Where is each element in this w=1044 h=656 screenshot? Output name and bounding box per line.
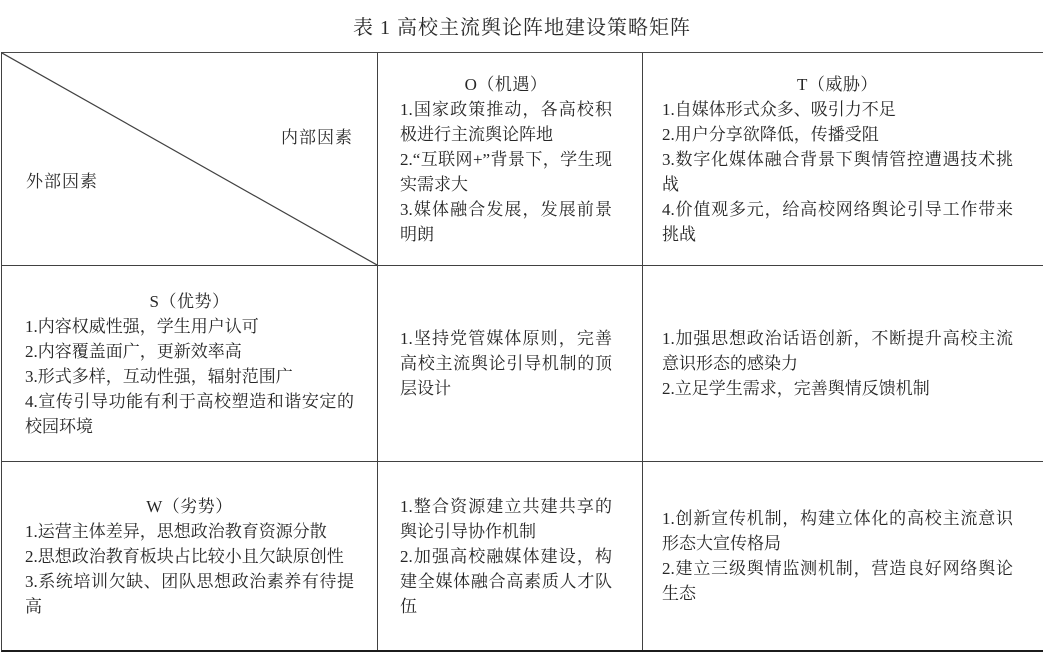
list-item: 1.创新宣传机制，构建立体化的高校主流意识形态大宣传格局: [662, 509, 1013, 553]
list-item: 1.自媒体形式众多、吸引力不足: [662, 99, 896, 119]
internal-factors-label: 内部因素: [281, 128, 353, 147]
strengths-list: [25, 314, 354, 439]
opportunities-cell: [378, 53, 643, 266]
list-item: 1.坚持党管媒体原则，完善高校主流舆论引导机制的顶层设计: [400, 329, 612, 398]
strengths-cell: [2, 266, 378, 462]
wo-strategy-list: [400, 494, 612, 619]
weaknesses-header: W（劣势）: [146, 496, 233, 516]
list-item: 1.整合资源建立共建共享的舆论引导协作机制: [400, 496, 612, 541]
list-item: 1.加强思想政治话语创新，不断提升高校主流意识形态的感染力: [662, 329, 1013, 373]
weaknesses-list: [25, 519, 354, 619]
table-title: 表 1 高校主流舆论阵地建设策略矩阵: [353, 17, 691, 39]
list-item: 1.国家政策推动，各高校积极进行主流舆论阵地: [400, 99, 612, 144]
list-item: 2.内容覆盖面广，更新效率高: [25, 341, 242, 361]
st-strategy-cell: [643, 266, 1043, 462]
so-strategy-cell: [378, 266, 643, 462]
threats-header: T（威胁）: [797, 74, 878, 94]
list-item: 3.形式多样，互动性强，辐射范围广: [25, 366, 293, 386]
so-strategy-list: [400, 326, 612, 401]
list-item: 2.“互联网+”背景下，学生现实需求大: [400, 149, 612, 194]
list-item: 4.宣传引导功能有利于高校塑造和谐安定的校园环境: [25, 391, 354, 436]
weaknesses-cell: [2, 462, 378, 650]
opportunities-list: [400, 97, 612, 247]
strengths-header: S（优势）: [149, 291, 230, 311]
list-item: 2.用户分享欲降低，传播受阻: [662, 124, 879, 144]
list-item: 2.思想政治教育板块占比较小且欠缺原创性: [25, 546, 344, 566]
list-item: 3.系统培训欠缺、团队思想政治素养有待提高: [25, 571, 354, 616]
wo-strategy-cell: [378, 462, 643, 650]
list-item: 1.运营主体差异，思想政治教育资源分散: [25, 521, 327, 541]
wt-strategy-cell: [643, 462, 1043, 650]
threats-cell: [643, 53, 1043, 266]
list-item: 2.加强高校融媒体建设，构建全媒体融合高素质人才队伍: [400, 546, 612, 616]
opportunities-header: O（机遇）: [464, 74, 548, 94]
list-item: 4.价值观多元，给高校网络舆论引导工作带来挑战: [662, 199, 1013, 244]
diagonal-line: [2, 53, 377, 265]
list-item: 2.建立三级舆情监测机制，营造良好网络舆论生态: [662, 559, 1013, 603]
st-strategy-list: [662, 326, 1013, 401]
list-item: 2.立足学生需求，完善舆情反馈机制: [662, 379, 930, 398]
corner-cell: [2, 53, 378, 266]
wt-strategy-list: [662, 506, 1013, 606]
list-item: 3.数字化媒体融合背景下舆情管控遭遇技术挑战: [662, 149, 1013, 194]
list-item: 3.媒体融合发展，发展前景明朗: [400, 199, 612, 244]
external-factors-label: 外部因素: [26, 172, 98, 191]
list-item: 1.内容权威性强，学生用户认可: [25, 316, 259, 336]
swot-matrix-table: [1, 52, 1043, 652]
threats-list: [662, 97, 1013, 247]
